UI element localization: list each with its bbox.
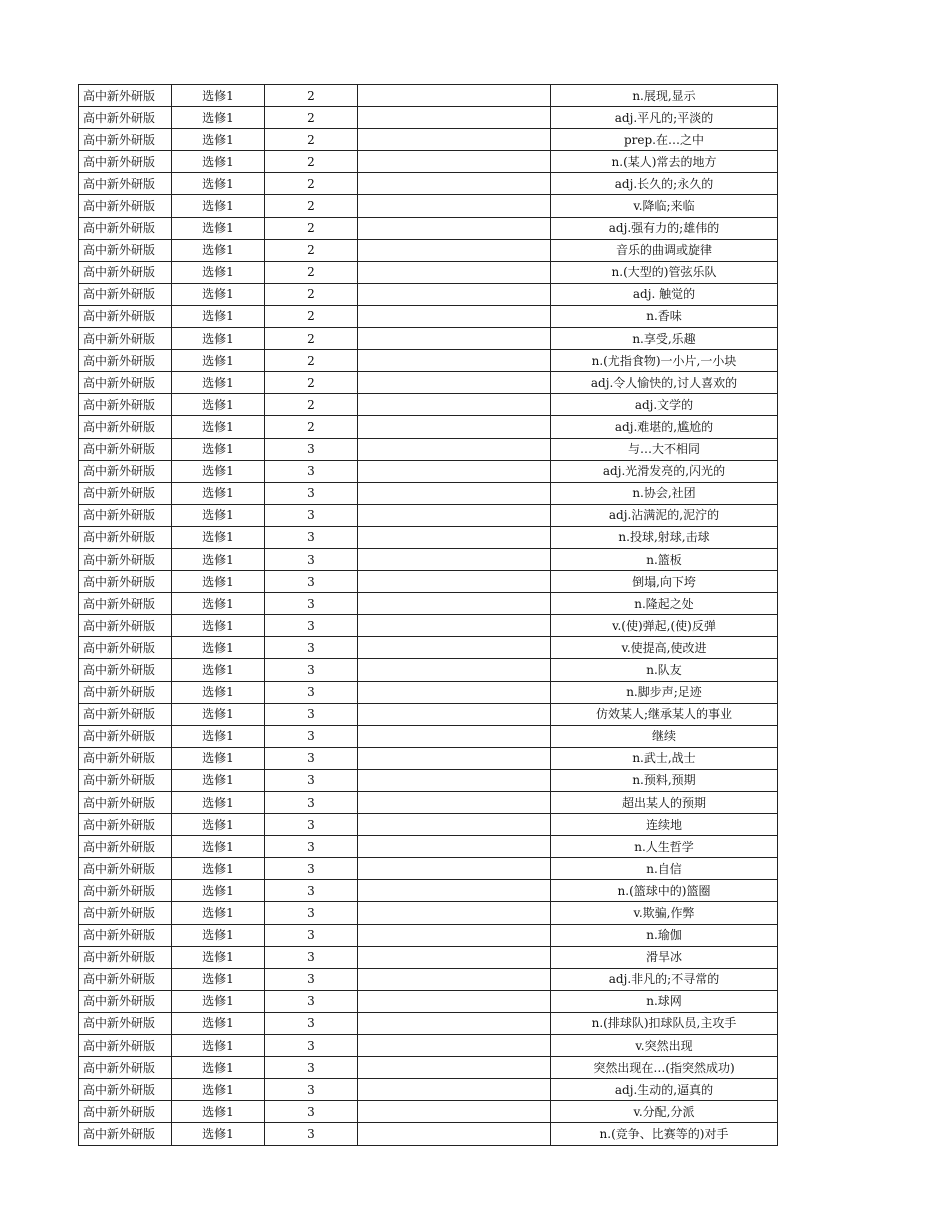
volume-cell: 选修1 xyxy=(172,85,265,107)
volume-cell: 选修1 xyxy=(172,571,265,593)
table-row xyxy=(79,328,778,350)
table-row xyxy=(79,836,778,858)
meaning-cell: n.展现,显示 xyxy=(551,85,778,107)
textbook-cell: 高中新外研版 xyxy=(79,880,172,902)
textbook-cell: 高中新外研版 xyxy=(79,129,172,151)
volume-cell: 选修1 xyxy=(172,1101,265,1123)
textbook-cell: 高中新外研版 xyxy=(79,328,172,350)
unit-cell: 3 xyxy=(265,593,358,615)
textbook-cell: 高中新外研版 xyxy=(79,1012,172,1034)
unit-cell: 2 xyxy=(265,372,358,394)
textbook-cell: 高中新外研版 xyxy=(79,283,172,305)
meaning-cell: n.(排球队)扣球队员,主攻手 xyxy=(551,1012,778,1034)
table-row xyxy=(79,1057,778,1079)
table-row xyxy=(79,261,778,283)
table-row xyxy=(79,372,778,394)
volume-cell: 选修1 xyxy=(172,548,265,570)
word-cell xyxy=(358,1012,551,1034)
volume-cell: 选修1 xyxy=(172,924,265,946)
meaning-cell: 音乐的曲调或旋律 xyxy=(551,239,778,261)
volume-cell: 选修1 xyxy=(172,681,265,703)
volume-cell: 选修1 xyxy=(172,261,265,283)
meaning-cell: n.(某人)常去的地方 xyxy=(551,151,778,173)
textbook-cell: 高中新外研版 xyxy=(79,681,172,703)
unit-cell: 3 xyxy=(265,703,358,725)
unit-cell: 2 xyxy=(265,173,358,195)
unit-cell: 2 xyxy=(265,350,358,372)
word-cell xyxy=(358,814,551,836)
volume-cell: 选修1 xyxy=(172,990,265,1012)
textbook-cell: 高中新外研版 xyxy=(79,990,172,1012)
table-row xyxy=(79,637,778,659)
word-cell xyxy=(358,151,551,173)
volume-cell: 选修1 xyxy=(172,416,265,438)
table-row xyxy=(79,924,778,946)
volume-cell: 选修1 xyxy=(172,394,265,416)
word-cell xyxy=(358,769,551,791)
unit-cell: 3 xyxy=(265,858,358,880)
table-row xyxy=(79,703,778,725)
word-cell xyxy=(358,968,551,990)
table-row xyxy=(79,305,778,327)
meaning-cell: n.球网 xyxy=(551,990,778,1012)
volume-cell: 选修1 xyxy=(172,151,265,173)
volume-cell: 选修1 xyxy=(172,283,265,305)
word-cell xyxy=(358,372,551,394)
meaning-cell: n.预料,预期 xyxy=(551,769,778,791)
textbook-cell: 高中新外研版 xyxy=(79,526,172,548)
word-cell xyxy=(358,593,551,615)
meaning-cell: adj.平凡的;平淡的 xyxy=(551,107,778,129)
word-cell xyxy=(358,460,551,482)
table-row xyxy=(79,548,778,570)
unit-cell: 2 xyxy=(265,305,358,327)
word-cell xyxy=(358,659,551,681)
meaning-cell: v.分配,分派 xyxy=(551,1101,778,1123)
unit-cell: 3 xyxy=(265,836,358,858)
volume-cell: 选修1 xyxy=(172,217,265,239)
textbook-cell: 高中新外研版 xyxy=(79,217,172,239)
word-cell xyxy=(358,571,551,593)
textbook-cell: 高中新外研版 xyxy=(79,703,172,725)
table-row xyxy=(79,1012,778,1034)
word-cell xyxy=(358,836,551,858)
volume-cell: 选修1 xyxy=(172,1123,265,1145)
word-cell xyxy=(358,924,551,946)
word-cell xyxy=(358,328,551,350)
table-row xyxy=(79,482,778,504)
textbook-cell: 高中新外研版 xyxy=(79,1057,172,1079)
textbook-cell: 高中新外研版 xyxy=(79,769,172,791)
volume-cell: 选修1 xyxy=(172,504,265,526)
textbook-cell: 高中新外研版 xyxy=(79,482,172,504)
word-cell xyxy=(358,1123,551,1145)
meaning-cell: n.(尤指食物)一小片,一小块 xyxy=(551,350,778,372)
table-row xyxy=(79,394,778,416)
volume-cell: 选修1 xyxy=(172,769,265,791)
meaning-cell: n.队友 xyxy=(551,659,778,681)
table-row xyxy=(79,681,778,703)
table-row xyxy=(79,593,778,615)
meaning-cell: v.突然出现 xyxy=(551,1035,778,1057)
word-cell xyxy=(358,1101,551,1123)
unit-cell: 3 xyxy=(265,769,358,791)
unit-cell: 3 xyxy=(265,571,358,593)
word-cell xyxy=(358,283,551,305)
textbook-cell: 高中新外研版 xyxy=(79,239,172,261)
textbook-cell: 高中新外研版 xyxy=(79,637,172,659)
word-cell xyxy=(358,725,551,747)
textbook-cell: 高中新外研版 xyxy=(79,261,172,283)
textbook-cell: 高中新外研版 xyxy=(79,107,172,129)
table-row xyxy=(79,747,778,769)
volume-cell: 选修1 xyxy=(172,593,265,615)
meaning-cell: adj.文学的 xyxy=(551,394,778,416)
volume-cell: 选修1 xyxy=(172,858,265,880)
word-cell xyxy=(358,482,551,504)
unit-cell: 3 xyxy=(265,1035,358,1057)
textbook-cell: 高中新外研版 xyxy=(79,725,172,747)
volume-cell: 选修1 xyxy=(172,747,265,769)
unit-cell: 3 xyxy=(265,990,358,1012)
meaning-cell: v.降临;来临 xyxy=(551,195,778,217)
meaning-cell: n.自信 xyxy=(551,858,778,880)
meaning-cell: 倒塌,向下垮 xyxy=(551,571,778,593)
textbook-cell: 高中新外研版 xyxy=(79,792,172,814)
volume-cell: 选修1 xyxy=(172,438,265,460)
word-cell xyxy=(358,990,551,1012)
unit-cell: 3 xyxy=(265,615,358,637)
table-row xyxy=(79,792,778,814)
volume-cell: 选修1 xyxy=(172,792,265,814)
textbook-cell: 高中新外研版 xyxy=(79,548,172,570)
unit-cell: 3 xyxy=(265,1123,358,1145)
textbook-cell: 高中新外研版 xyxy=(79,504,172,526)
unit-cell: 3 xyxy=(265,902,358,924)
volume-cell: 选修1 xyxy=(172,615,265,637)
table-row xyxy=(79,283,778,305)
textbook-cell: 高中新外研版 xyxy=(79,372,172,394)
word-cell xyxy=(358,350,551,372)
meaning-cell: adj.生动的,逼真的 xyxy=(551,1079,778,1101)
table-row xyxy=(79,990,778,1012)
unit-cell: 3 xyxy=(265,681,358,703)
meaning-cell: n.瑜伽 xyxy=(551,924,778,946)
volume-cell: 选修1 xyxy=(172,173,265,195)
textbook-cell: 高中新外研版 xyxy=(79,460,172,482)
unit-cell: 2 xyxy=(265,261,358,283)
volume-cell: 选修1 xyxy=(172,703,265,725)
unit-cell: 2 xyxy=(265,283,358,305)
table-row xyxy=(79,438,778,460)
word-cell xyxy=(358,792,551,814)
table-row xyxy=(79,946,778,968)
unit-cell: 3 xyxy=(265,968,358,990)
meaning-cell: 连续地 xyxy=(551,814,778,836)
unit-cell: 3 xyxy=(265,924,358,946)
unit-cell: 2 xyxy=(265,394,358,416)
unit-cell: 3 xyxy=(265,1012,358,1034)
table-row xyxy=(79,85,778,107)
table-row xyxy=(79,504,778,526)
textbook-cell: 高中新外研版 xyxy=(79,85,172,107)
meaning-cell: adj.长久的;永久的 xyxy=(551,173,778,195)
table-row xyxy=(79,173,778,195)
textbook-cell: 高中新外研版 xyxy=(79,593,172,615)
unit-cell: 2 xyxy=(265,151,358,173)
table-row xyxy=(79,151,778,173)
volume-cell: 选修1 xyxy=(172,814,265,836)
unit-cell: 3 xyxy=(265,526,358,548)
table-row xyxy=(79,858,778,880)
unit-cell: 3 xyxy=(265,637,358,659)
volume-cell: 选修1 xyxy=(172,1057,265,1079)
textbook-cell: 高中新外研版 xyxy=(79,571,172,593)
volume-cell: 选修1 xyxy=(172,526,265,548)
unit-cell: 3 xyxy=(265,482,358,504)
word-cell xyxy=(358,173,551,195)
textbook-cell: 高中新外研版 xyxy=(79,416,172,438)
word-cell xyxy=(358,129,551,151)
word-cell xyxy=(358,261,551,283)
meaning-cell: adj.光滑发亮的,闪光的 xyxy=(551,460,778,482)
unit-cell: 3 xyxy=(265,504,358,526)
unit-cell: 3 xyxy=(265,1057,358,1079)
word-cell xyxy=(358,637,551,659)
table-row xyxy=(79,239,778,261)
unit-cell: 3 xyxy=(265,1079,358,1101)
table-row xyxy=(79,526,778,548)
meaning-cell: n.隆起之处 xyxy=(551,593,778,615)
word-cell xyxy=(358,615,551,637)
word-cell xyxy=(358,107,551,129)
volume-cell: 选修1 xyxy=(172,460,265,482)
volume-cell: 选修1 xyxy=(172,1012,265,1034)
textbook-cell: 高中新外研版 xyxy=(79,836,172,858)
word-cell xyxy=(358,1079,551,1101)
meaning-cell: n.投球,射球,击球 xyxy=(551,526,778,548)
unit-cell: 2 xyxy=(265,195,358,217)
volume-cell: 选修1 xyxy=(172,1035,265,1057)
table-row xyxy=(79,725,778,747)
volume-cell: 选修1 xyxy=(172,1079,265,1101)
meaning-cell: adj. 触觉的 xyxy=(551,283,778,305)
table-row xyxy=(79,416,778,438)
textbook-cell: 高中新外研版 xyxy=(79,1035,172,1057)
meaning-cell: v.(使)弹起,(使)反弹 xyxy=(551,615,778,637)
unit-cell: 3 xyxy=(265,460,358,482)
volume-cell: 选修1 xyxy=(172,328,265,350)
unit-cell: 3 xyxy=(265,946,358,968)
textbook-cell: 高中新外研版 xyxy=(79,659,172,681)
table-row xyxy=(79,350,778,372)
meaning-cell: n.享受,乐趣 xyxy=(551,328,778,350)
word-cell xyxy=(358,548,551,570)
textbook-cell: 高中新外研版 xyxy=(79,394,172,416)
volume-cell: 选修1 xyxy=(172,305,265,327)
meaning-cell: n.(竞争、比赛等的)对手 xyxy=(551,1123,778,1145)
meaning-cell: adj.非凡的;不寻常的 xyxy=(551,968,778,990)
word-cell xyxy=(358,195,551,217)
unit-cell: 2 xyxy=(265,239,358,261)
meaning-cell: n.(大型的)管弦乐队 xyxy=(551,261,778,283)
textbook-cell: 高中新外研版 xyxy=(79,924,172,946)
word-cell xyxy=(358,217,551,239)
word-cell xyxy=(358,416,551,438)
vocabulary-table xyxy=(78,84,778,1146)
volume-cell: 选修1 xyxy=(172,637,265,659)
volume-cell: 选修1 xyxy=(172,968,265,990)
table-row xyxy=(79,195,778,217)
textbook-cell: 高中新外研版 xyxy=(79,968,172,990)
meaning-cell: n.人生哲学 xyxy=(551,836,778,858)
unit-cell: 3 xyxy=(265,1101,358,1123)
word-cell xyxy=(358,681,551,703)
meaning-cell: adj.令人愉快的,讨人喜欢的 xyxy=(551,372,778,394)
textbook-cell: 高中新外研版 xyxy=(79,438,172,460)
word-cell xyxy=(358,1035,551,1057)
table-row xyxy=(79,968,778,990)
word-cell xyxy=(358,438,551,460)
unit-cell: 2 xyxy=(265,129,358,151)
vocabulary-table-body xyxy=(79,85,778,1146)
word-cell xyxy=(358,394,551,416)
unit-cell: 2 xyxy=(265,328,358,350)
textbook-cell: 高中新外研版 xyxy=(79,858,172,880)
meaning-cell: n.篮板 xyxy=(551,548,778,570)
textbook-cell: 高中新外研版 xyxy=(79,902,172,924)
meaning-cell: n.协会,社团 xyxy=(551,482,778,504)
volume-cell: 选修1 xyxy=(172,372,265,394)
textbook-cell: 高中新外研版 xyxy=(79,615,172,637)
meaning-cell: 与…大不相同 xyxy=(551,438,778,460)
unit-cell: 3 xyxy=(265,548,358,570)
word-cell xyxy=(358,880,551,902)
meaning-cell: n.武士,战士 xyxy=(551,747,778,769)
volume-cell: 选修1 xyxy=(172,880,265,902)
meaning-cell: 突然出现在…(指突然成功) xyxy=(551,1057,778,1079)
textbook-cell: 高中新外研版 xyxy=(79,1079,172,1101)
volume-cell: 选修1 xyxy=(172,482,265,504)
table-row xyxy=(79,659,778,681)
word-cell xyxy=(358,946,551,968)
unit-cell: 3 xyxy=(265,792,358,814)
table-row xyxy=(79,217,778,239)
volume-cell: 选修1 xyxy=(172,239,265,261)
textbook-cell: 高中新外研版 xyxy=(79,305,172,327)
table-row xyxy=(79,615,778,637)
word-cell xyxy=(358,1057,551,1079)
word-cell xyxy=(358,703,551,725)
table-row xyxy=(79,129,778,151)
meaning-cell: prep.在…之中 xyxy=(551,129,778,151)
table-row xyxy=(79,107,778,129)
word-cell xyxy=(358,747,551,769)
unit-cell: 3 xyxy=(265,725,358,747)
meaning-cell: 滑旱冰 xyxy=(551,946,778,968)
table-row xyxy=(79,880,778,902)
word-cell xyxy=(358,526,551,548)
unit-cell: 3 xyxy=(265,659,358,681)
meaning-cell: 继续 xyxy=(551,725,778,747)
textbook-cell: 高中新外研版 xyxy=(79,195,172,217)
meaning-cell: adj.沾满泥的,泥泞的 xyxy=(551,504,778,526)
word-cell xyxy=(358,504,551,526)
volume-cell: 选修1 xyxy=(172,946,265,968)
unit-cell: 2 xyxy=(265,217,358,239)
word-cell xyxy=(358,305,551,327)
unit-cell: 2 xyxy=(265,416,358,438)
textbook-cell: 高中新外研版 xyxy=(79,747,172,769)
volume-cell: 选修1 xyxy=(172,195,265,217)
meaning-cell: v.使提高,使改进 xyxy=(551,637,778,659)
meaning-cell: adj.强有力的;雄伟的 xyxy=(551,217,778,239)
volume-cell: 选修1 xyxy=(172,725,265,747)
volume-cell: 选修1 xyxy=(172,659,265,681)
meaning-cell: 仿效某人;继承某人的事业 xyxy=(551,703,778,725)
meaning-cell: adj.难堪的,尴尬的 xyxy=(551,416,778,438)
textbook-cell: 高中新外研版 xyxy=(79,946,172,968)
word-cell xyxy=(358,239,551,261)
volume-cell: 选修1 xyxy=(172,107,265,129)
textbook-cell: 高中新外研版 xyxy=(79,814,172,836)
word-cell xyxy=(358,858,551,880)
table-row xyxy=(79,571,778,593)
volume-cell: 选修1 xyxy=(172,350,265,372)
table-row xyxy=(79,769,778,791)
table-row xyxy=(79,902,778,924)
textbook-cell: 高中新外研版 xyxy=(79,1123,172,1145)
unit-cell: 3 xyxy=(265,747,358,769)
volume-cell: 选修1 xyxy=(172,129,265,151)
unit-cell: 3 xyxy=(265,880,358,902)
table-row xyxy=(79,460,778,482)
table-row xyxy=(79,1123,778,1145)
volume-cell: 选修1 xyxy=(172,902,265,924)
table-row xyxy=(79,814,778,836)
meaning-cell: 超出某人的预期 xyxy=(551,792,778,814)
textbook-cell: 高中新外研版 xyxy=(79,350,172,372)
textbook-cell: 高中新外研版 xyxy=(79,151,172,173)
meaning-cell: n.脚步声;足迹 xyxy=(551,681,778,703)
volume-cell: 选修1 xyxy=(172,836,265,858)
table-row xyxy=(79,1101,778,1123)
table-row xyxy=(79,1079,778,1101)
word-cell xyxy=(358,902,551,924)
unit-cell: 2 xyxy=(265,107,358,129)
textbook-cell: 高中新外研版 xyxy=(79,1101,172,1123)
meaning-cell: n.(篮球中的)篮圈 xyxy=(551,880,778,902)
unit-cell: 3 xyxy=(265,814,358,836)
meaning-cell: n.香味 xyxy=(551,305,778,327)
table-row xyxy=(79,1035,778,1057)
textbook-cell: 高中新外研版 xyxy=(79,173,172,195)
unit-cell: 2 xyxy=(265,85,358,107)
meaning-cell: v.欺骗,作弊 xyxy=(551,902,778,924)
word-cell xyxy=(358,85,551,107)
unit-cell: 3 xyxy=(265,438,358,460)
